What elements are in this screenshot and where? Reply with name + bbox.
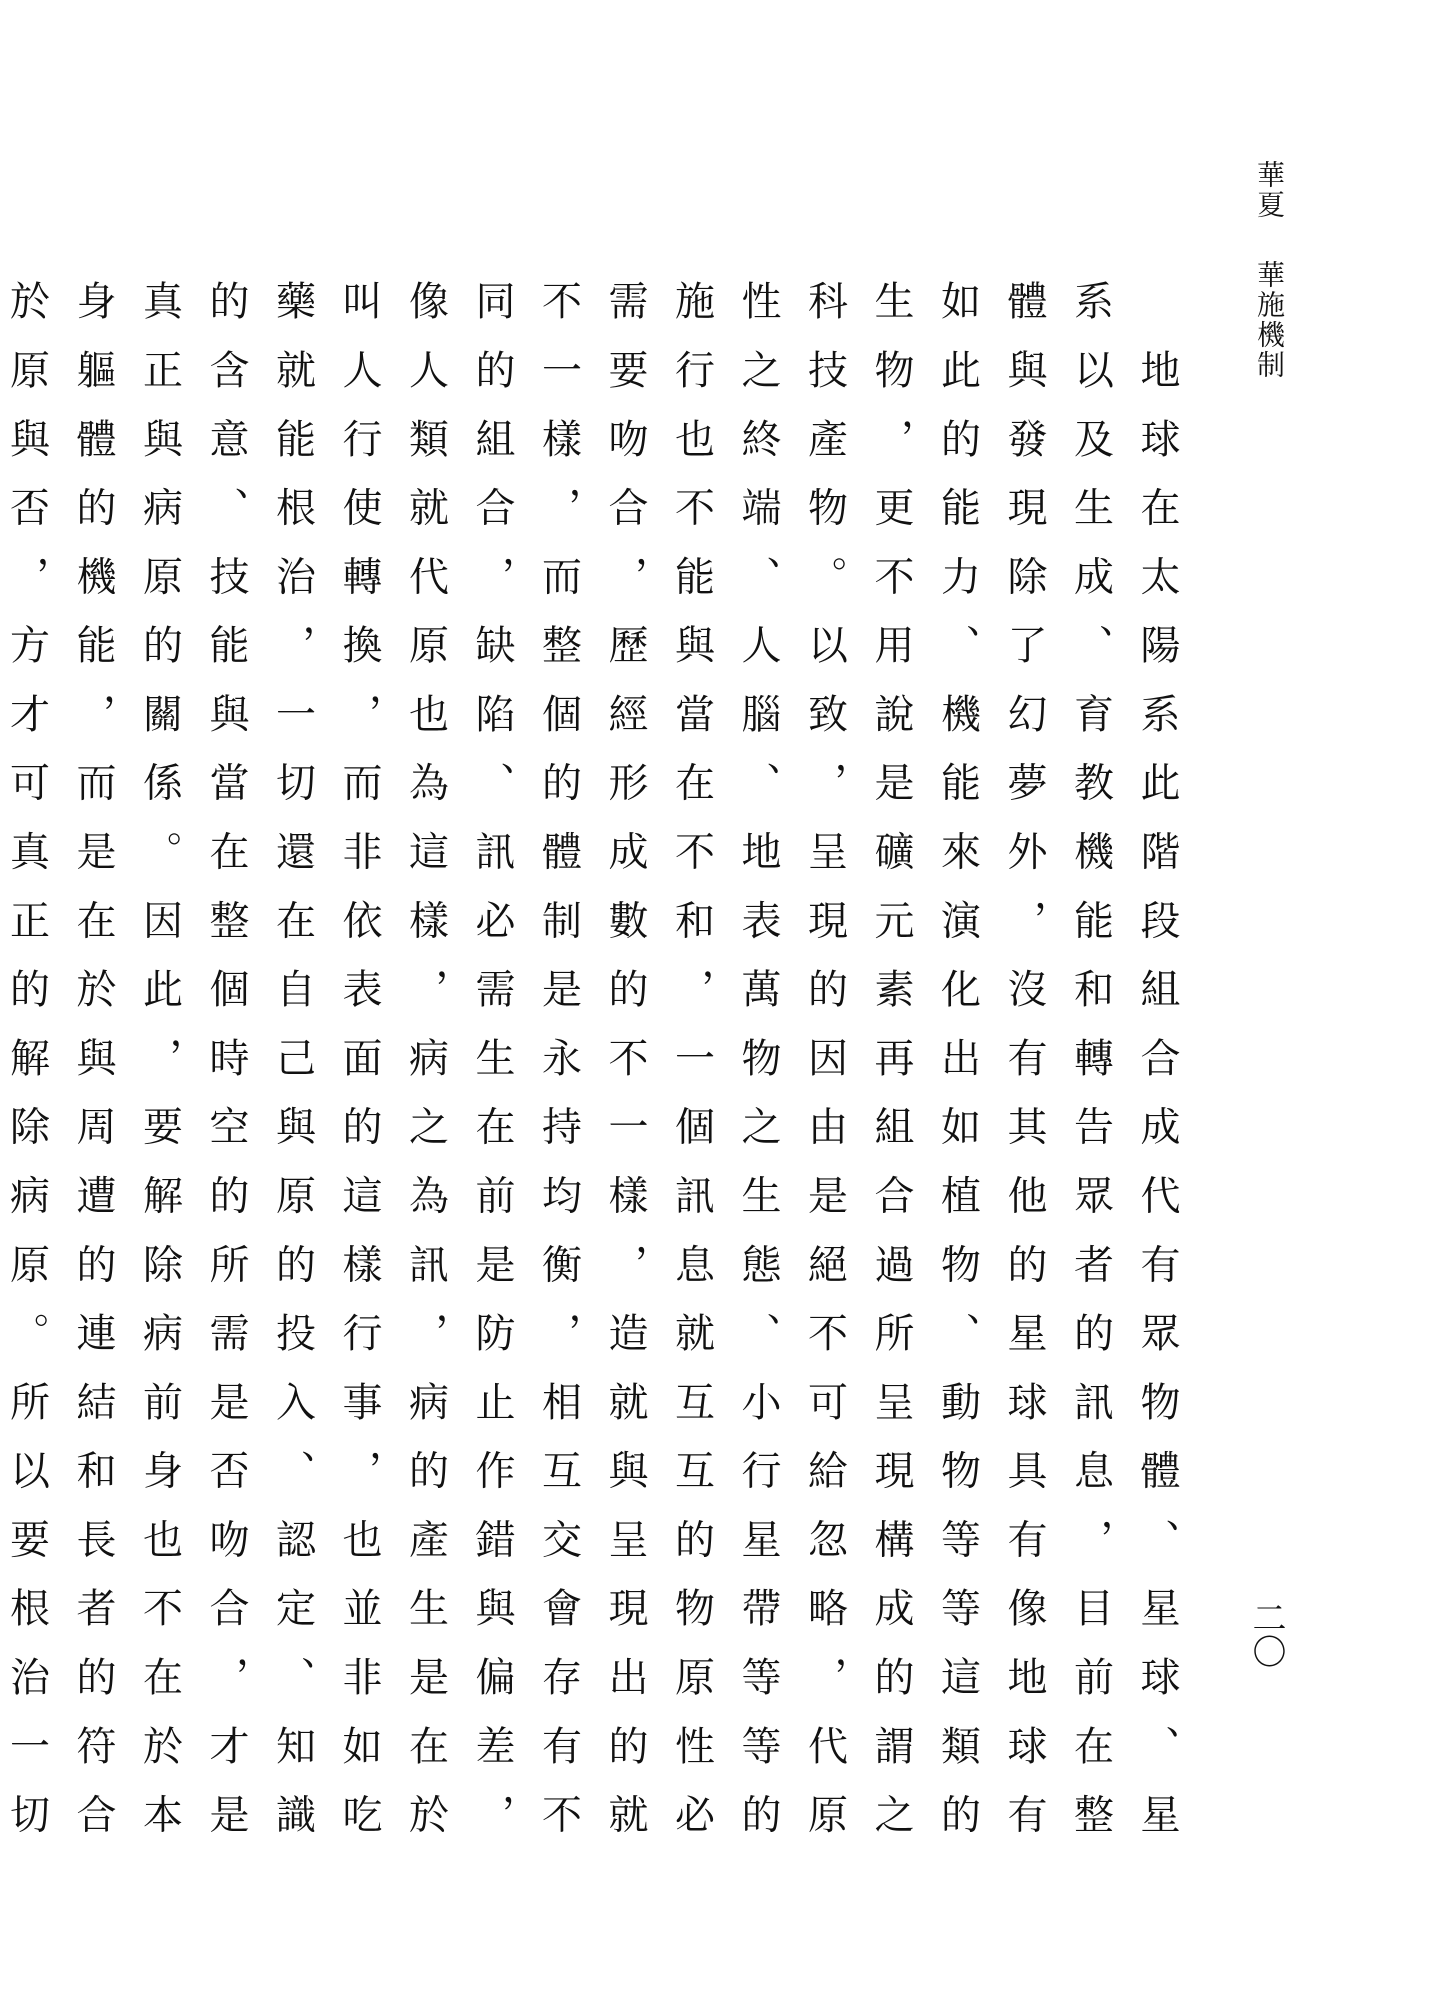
- body-paragraph: 地球在太陽系此階段組合成代有眾物體、星球、星系以及生成、育教機能和轉告眾者的訊息，目前在整體與發現除了幻夢外，沒有其他的星球具有像地球有如此的能力、機能來演化出如植物、動物等等這類的生物，更不用說是礦元素再組合過所呈現構成的謂之科技產物。以致，呈現的因由是絕不可給忽略，代原性之終端、人腦、地表萬物之生態、小行星帶等等的施行也不能與當在不和，一個訊息就互互的物原性必需要吻合，歷經形成數的不一樣，造就與呈現出的就不一樣，而整個的體制是永持均衡，相互交會存有不同的組合，缺陷、訊必需生在前是防止作錯與偏差，像人類就代原也為這樣，病之為訊，病的產生是在於叫人行使轉換，而非依表面的這樣行事，也並非如吃藥就能根治，一切還在自己與原的投入、認定、知識的含意、技能與當在整個時空的所需是否吻合，才是真正與病原的關係。因此，要解除病前身也不在於本身軀體的機能，而是在於與周遭的連結和長者的符合於原與否，方才可真正的解除病原。所以要根治一切: [3, 280, 1180, 1860]
- page-number: 二〇: [1246, 1600, 1286, 1668]
- book-title: 華夏: [1253, 160, 1286, 220]
- running-header: [1252, 160, 1286, 420]
- chapter-title: 華施機制: [1253, 260, 1286, 380]
